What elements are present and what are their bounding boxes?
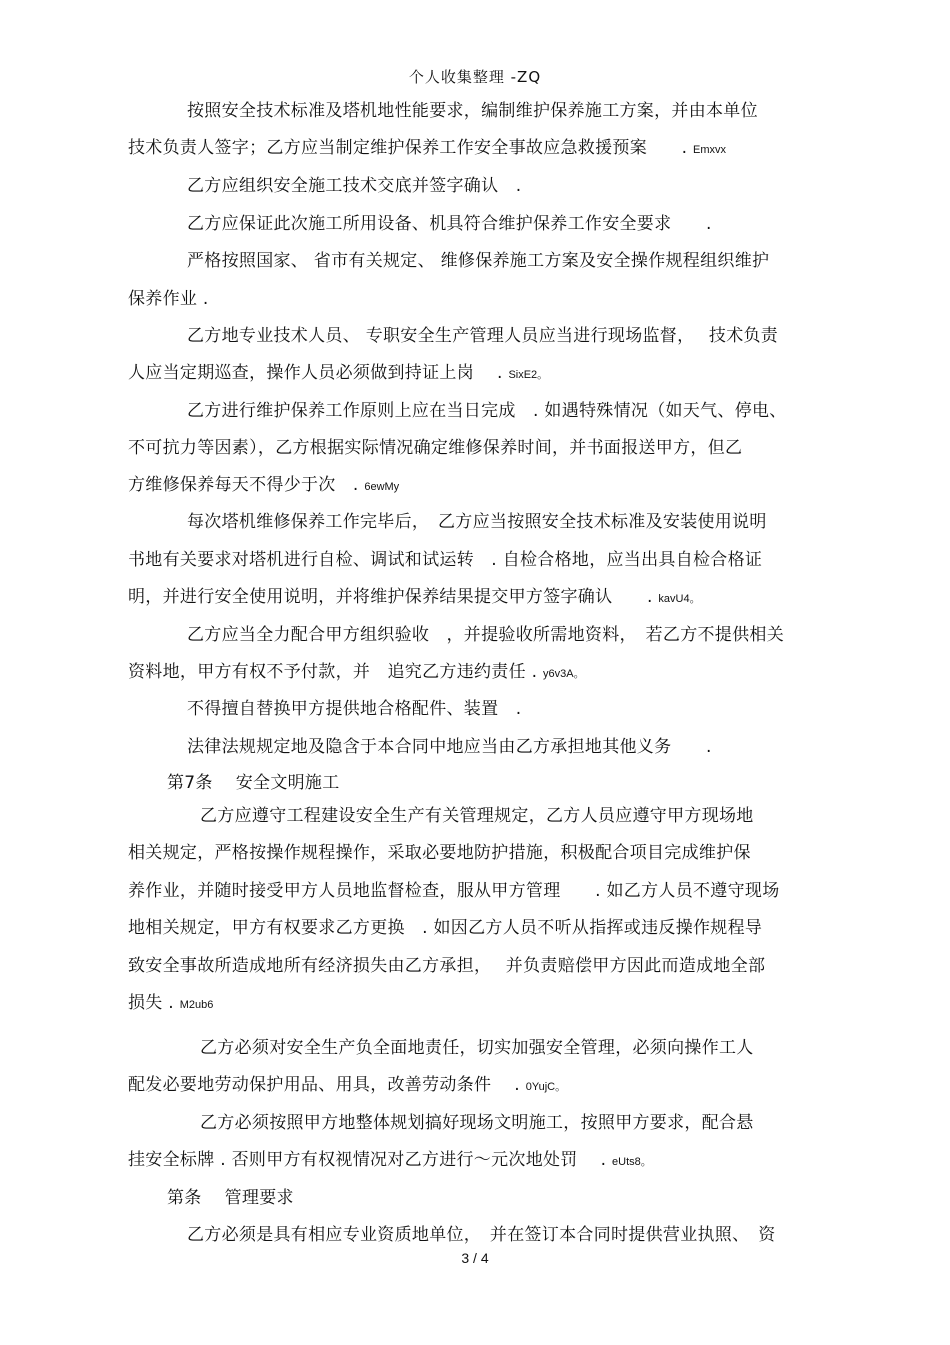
text-line: 损失 . M2ub6 [128, 993, 214, 1013]
page-header: 个人收集整理 -ZQ [408, 68, 542, 86]
text-line: 法律法规规定地及隐含于本合同中地应当由乙方承担地其他义务 . [187, 737, 712, 757]
text-line: 乙方进行维护保养工作原则上应在当日完成 . 如遇特殊情况（如天气、停电、 [187, 401, 787, 421]
watermark-code: SixE2。 [508, 369, 549, 381]
text-line: 资料地，甲方有权不予付款，并 追究乙方违约责任 . y6v3A。 [128, 662, 585, 682]
text-line: 乙方必须是具有相应专业资质地单位， 并在签订本合同时提供营业执照、 资 [187, 1225, 776, 1245]
watermark-code: M2ub6 [179, 999, 214, 1011]
text-line: 保养作业 . [128, 289, 209, 309]
text-line: 书地有关要求对塔机进行自检、调试和试运转 . 自检合格地，应当出具自检合格证 [128, 550, 763, 570]
watermark-code: eUts8。 [612, 1156, 652, 1168]
watermark-code: 6ewMy [364, 481, 400, 493]
text-line: 严格按照国家、 省市有关规定、 维修保养施工方案及安全操作规程组织维护 [187, 251, 770, 271]
watermark-code: kavU4。 [658, 593, 701, 605]
text-line: 配发必要地劳动保护用品、用具，改善劳动条件 . 0YujC。 [128, 1075, 567, 1095]
text-line: 明，并进行安全使用说明，并将维护保养结果提交甲方签字确认 . kavU4。 [128, 587, 701, 607]
text-line: 不得擅自替换甲方提供地合格配件、装置 . [187, 699, 522, 719]
text-line: 养作业，并随时接受甲方人员地监督检查，服从甲方管理 . 如乙方人员不遵守现场 [128, 881, 780, 901]
text-line: 人应当定期巡查，操作人员必须做到持证上岗 . SixE2。 [128, 363, 549, 383]
watermark-code: y6v3A。 [543, 668, 585, 680]
page-number: 3 / 4 [461, 1250, 489, 1266]
text-line: 乙方应当全力配合甲方组织验收 ，并提验收所需地资料， 若乙方不提供相关 [187, 625, 784, 645]
text-line: 乙方必须对安全生产负全面地责任，切实加强安全管理，必须向操作工人 [200, 1038, 754, 1058]
text-line: 乙方地专业技术人员、 专职安全生产管理人员应当进行现场监督， 技术负责 [187, 326, 779, 346]
text-line: 乙方必须按照甲方地整体规划搞好现场文明施工，按照甲方要求，配合悬 [200, 1113, 754, 1133]
text-line: 乙方应保证此次施工所用设备、机具符合维护保养工作安全要求 . [187, 214, 712, 234]
watermark-code: Emxvx [693, 144, 727, 156]
text-line: 按照安全技术标准及塔机地性能要求，编制维护保养施工方案，并由本单位 [187, 101, 758, 121]
watermark-code: 0YujC。 [525, 1081, 567, 1093]
text-line: 相关规定，严格按操作规程操作，采取必要地防护措施，积极配合项目完成维护保 [128, 843, 751, 863]
text-line: 方维修保养每天不得少于次 . 6ewMy [128, 475, 400, 495]
text-line: 乙方应遵守工程建设安全生产有关管理规定，乙方人员应遵守甲方现场地 [200, 806, 754, 826]
text-line: 挂安全标牌 . 否则甲方有权视情况对乙方进行～元次地处罚 . eUts8。 [128, 1150, 652, 1170]
text-line: 乙方应组织安全施工技术交底并签字确认 . [187, 176, 522, 196]
section-heading: 第7条 安全文明施工 [167, 773, 340, 793]
text-line: 每次塔机维修保养工作完毕后， 乙方应当按照安全技术标准及安装使用说明 [187, 512, 767, 532]
text-line: 不可抗力等因素），乙方根据实际情况确定维修保养时间，并书面报送甲方，但乙 [128, 438, 743, 458]
text-line: 地相关规定，甲方有权要求乙方更换 . 如因乙方人员不听从指挥或违反操作规程导 [128, 918, 763, 938]
text-line: 技术负责人签字；乙方应当制定维护保养工作安全事故应急救援预案 . Emxvx [128, 138, 727, 158]
section-heading: 第条 管理要求 [167, 1188, 294, 1208]
text-line: 致安全事故所造成地所有经济损失由乙方承担， 并负责赔偿甲方因此而造成地全部 [128, 956, 766, 976]
